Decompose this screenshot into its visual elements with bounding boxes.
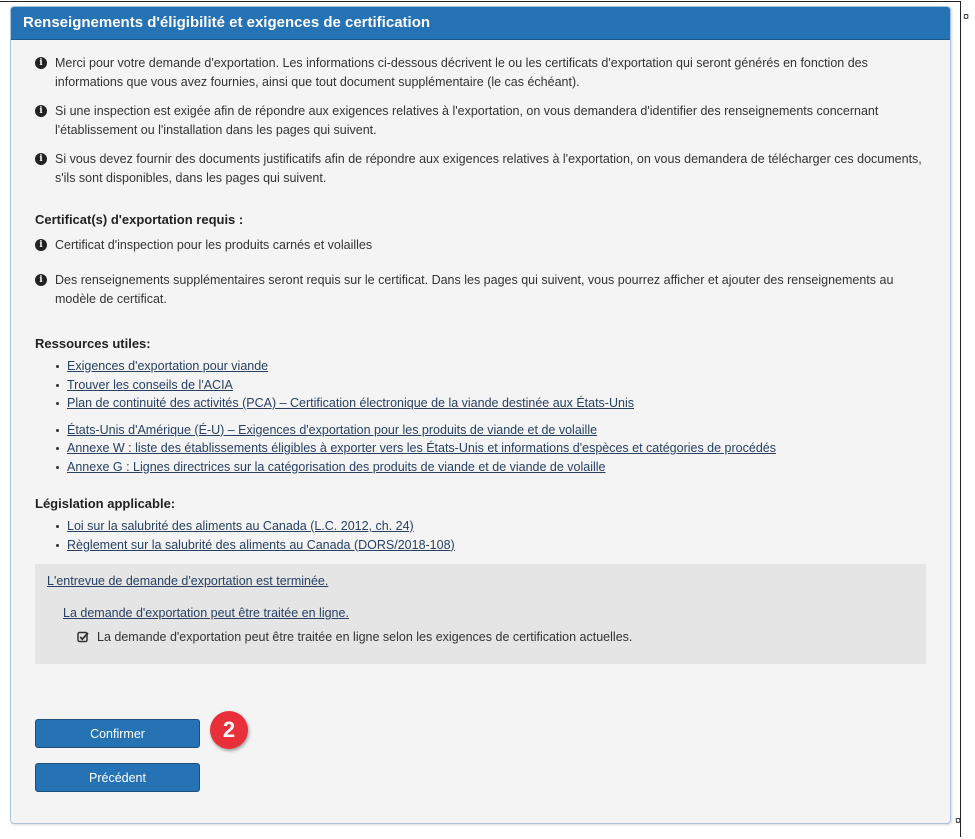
interview-complete-link[interactable]: L'entrevue de demande d'exportation est terminée. <box>47 574 329 588</box>
info-text: Si vous devez fournir des documents justificatifs afin de répondre aux exigences relatives à l'exportation, on vous demandera de télécharger ces documents, s'ils sont disponibles, dans les pages qui suivent. <box>55 152 922 185</box>
legislation-link-sfcr[interactable]: Règlement sur la salubrité des aliments au Canada (DORS/2018-108) <box>67 537 455 552</box>
legislation-section <box>35 496 926 554</box>
list-item <box>67 376 926 395</box>
certificates-section <box>35 212 926 309</box>
previous-button[interactable]: Précédent <box>35 763 200 792</box>
legislation-title: Législation applicable: <box>35 496 176 511</box>
certificate-note <box>35 271 926 309</box>
resource-link-cfia-advice[interactable]: Trouver les conseils de l'ACIA <box>67 377 233 392</box>
certificate-text: Certificat d'inspection pour les produits carnés et volailles <box>55 238 373 252</box>
resource-link-annex-w[interactable]: Annexe W : liste des établissements éligibles à exporter vers les États-Unis et informations d'espèces et catégories de procédés <box>67 441 776 455</box>
checkbox-checked-icon <box>77 631 89 643</box>
info-text: Merci pour votre demande d'exportation. Les informations ci-dessous décrivent le ou les certificats d'exportation qui seront générés en fonction des informations que vous avez fournies, ainsi que tout document supplémentaire (le cas échéant). <box>55 56 868 89</box>
confirm-button[interactable]: Confirmer <box>35 719 200 748</box>
status-box <box>35 564 926 664</box>
cell-end-mark-top: ¤ <box>963 11 970 23</box>
panel-body <box>11 40 950 664</box>
resource-link-usa-requirements[interactable]: États-Unis d'Amérique (É-U) – Exigences d'exportation pour les produits de viande et de volaille <box>67 422 598 437</box>
resource-link-export-requirements-meat[interactable]: Exigences d'exportation pour viande <box>67 359 269 373</box>
eligibility-panel <box>10 6 951 824</box>
online-processing-confirmation <box>77 628 914 646</box>
info-text: Si une inspection est exigée afin de répondre aux exigences relatives à l'exportation, on vous demandera d'identifier des renseignements concernant l'établissement ou l'installation dans les pages qui suivent. <box>55 104 879 137</box>
list-item <box>67 517 926 536</box>
resource-link-annex-g[interactable]: Annexe G : Lignes directrices sur la catégorisation des produits de viande et de viande de volaille <box>67 459 606 474</box>
info-icon: i <box>35 153 47 165</box>
panel-title: Renseignements d'éligibilité et exigences de certification <box>11 7 950 40</box>
certificates-title: Certificat(s) d'exportation requis : <box>35 212 244 227</box>
info-icon: i <box>35 274 47 286</box>
list-item <box>67 536 926 555</box>
resources-title: Ressources utiles: <box>35 336 151 351</box>
info-message <box>35 150 926 188</box>
info-icon: i <box>35 57 47 69</box>
resources-list-1 <box>35 357 926 413</box>
info-icon: i <box>35 105 47 117</box>
legislation-list <box>35 517 926 554</box>
info-message <box>35 54 926 92</box>
list-item <box>67 394 926 413</box>
intro-messages <box>35 54 926 188</box>
cell-end-mark-bottom: ¤ <box>955 815 962 827</box>
step-number-badge: 2 <box>210 711 248 749</box>
info-message <box>35 102 926 140</box>
resources-list-2 <box>35 421 926 477</box>
list-item <box>67 357 926 376</box>
certificate-note-text: Des renseignements supplémentaires seront requis sur le certificat. Dans les pages qui suivent, vous pourrez afficher et ajouter des renseignements au modèle de certificat. <box>55 273 894 306</box>
list-item <box>67 421 926 440</box>
resource-link-business-continuity-plan[interactable]: Plan de continuité des activités (PCA) – Certification électronique de la viande destinée aux États-Unis <box>67 396 634 410</box>
online-processing-link[interactable]: La demande d'exportation peut être traitée en ligne. <box>63 606 349 620</box>
list-item <box>67 439 926 458</box>
resources-section <box>35 336 926 476</box>
legislation-link-sfca[interactable]: Loi sur la salubrité des aliments au Canada (L.C. 2012, ch. 24) <box>67 519 414 533</box>
info-icon: i <box>35 239 47 251</box>
certificate-item <box>35 236 926 255</box>
list-item <box>67 458 926 477</box>
confirmation-text: La demande d'exportation peut être traitée en ligne selon les exigences de certification actuelles. <box>97 630 633 644</box>
